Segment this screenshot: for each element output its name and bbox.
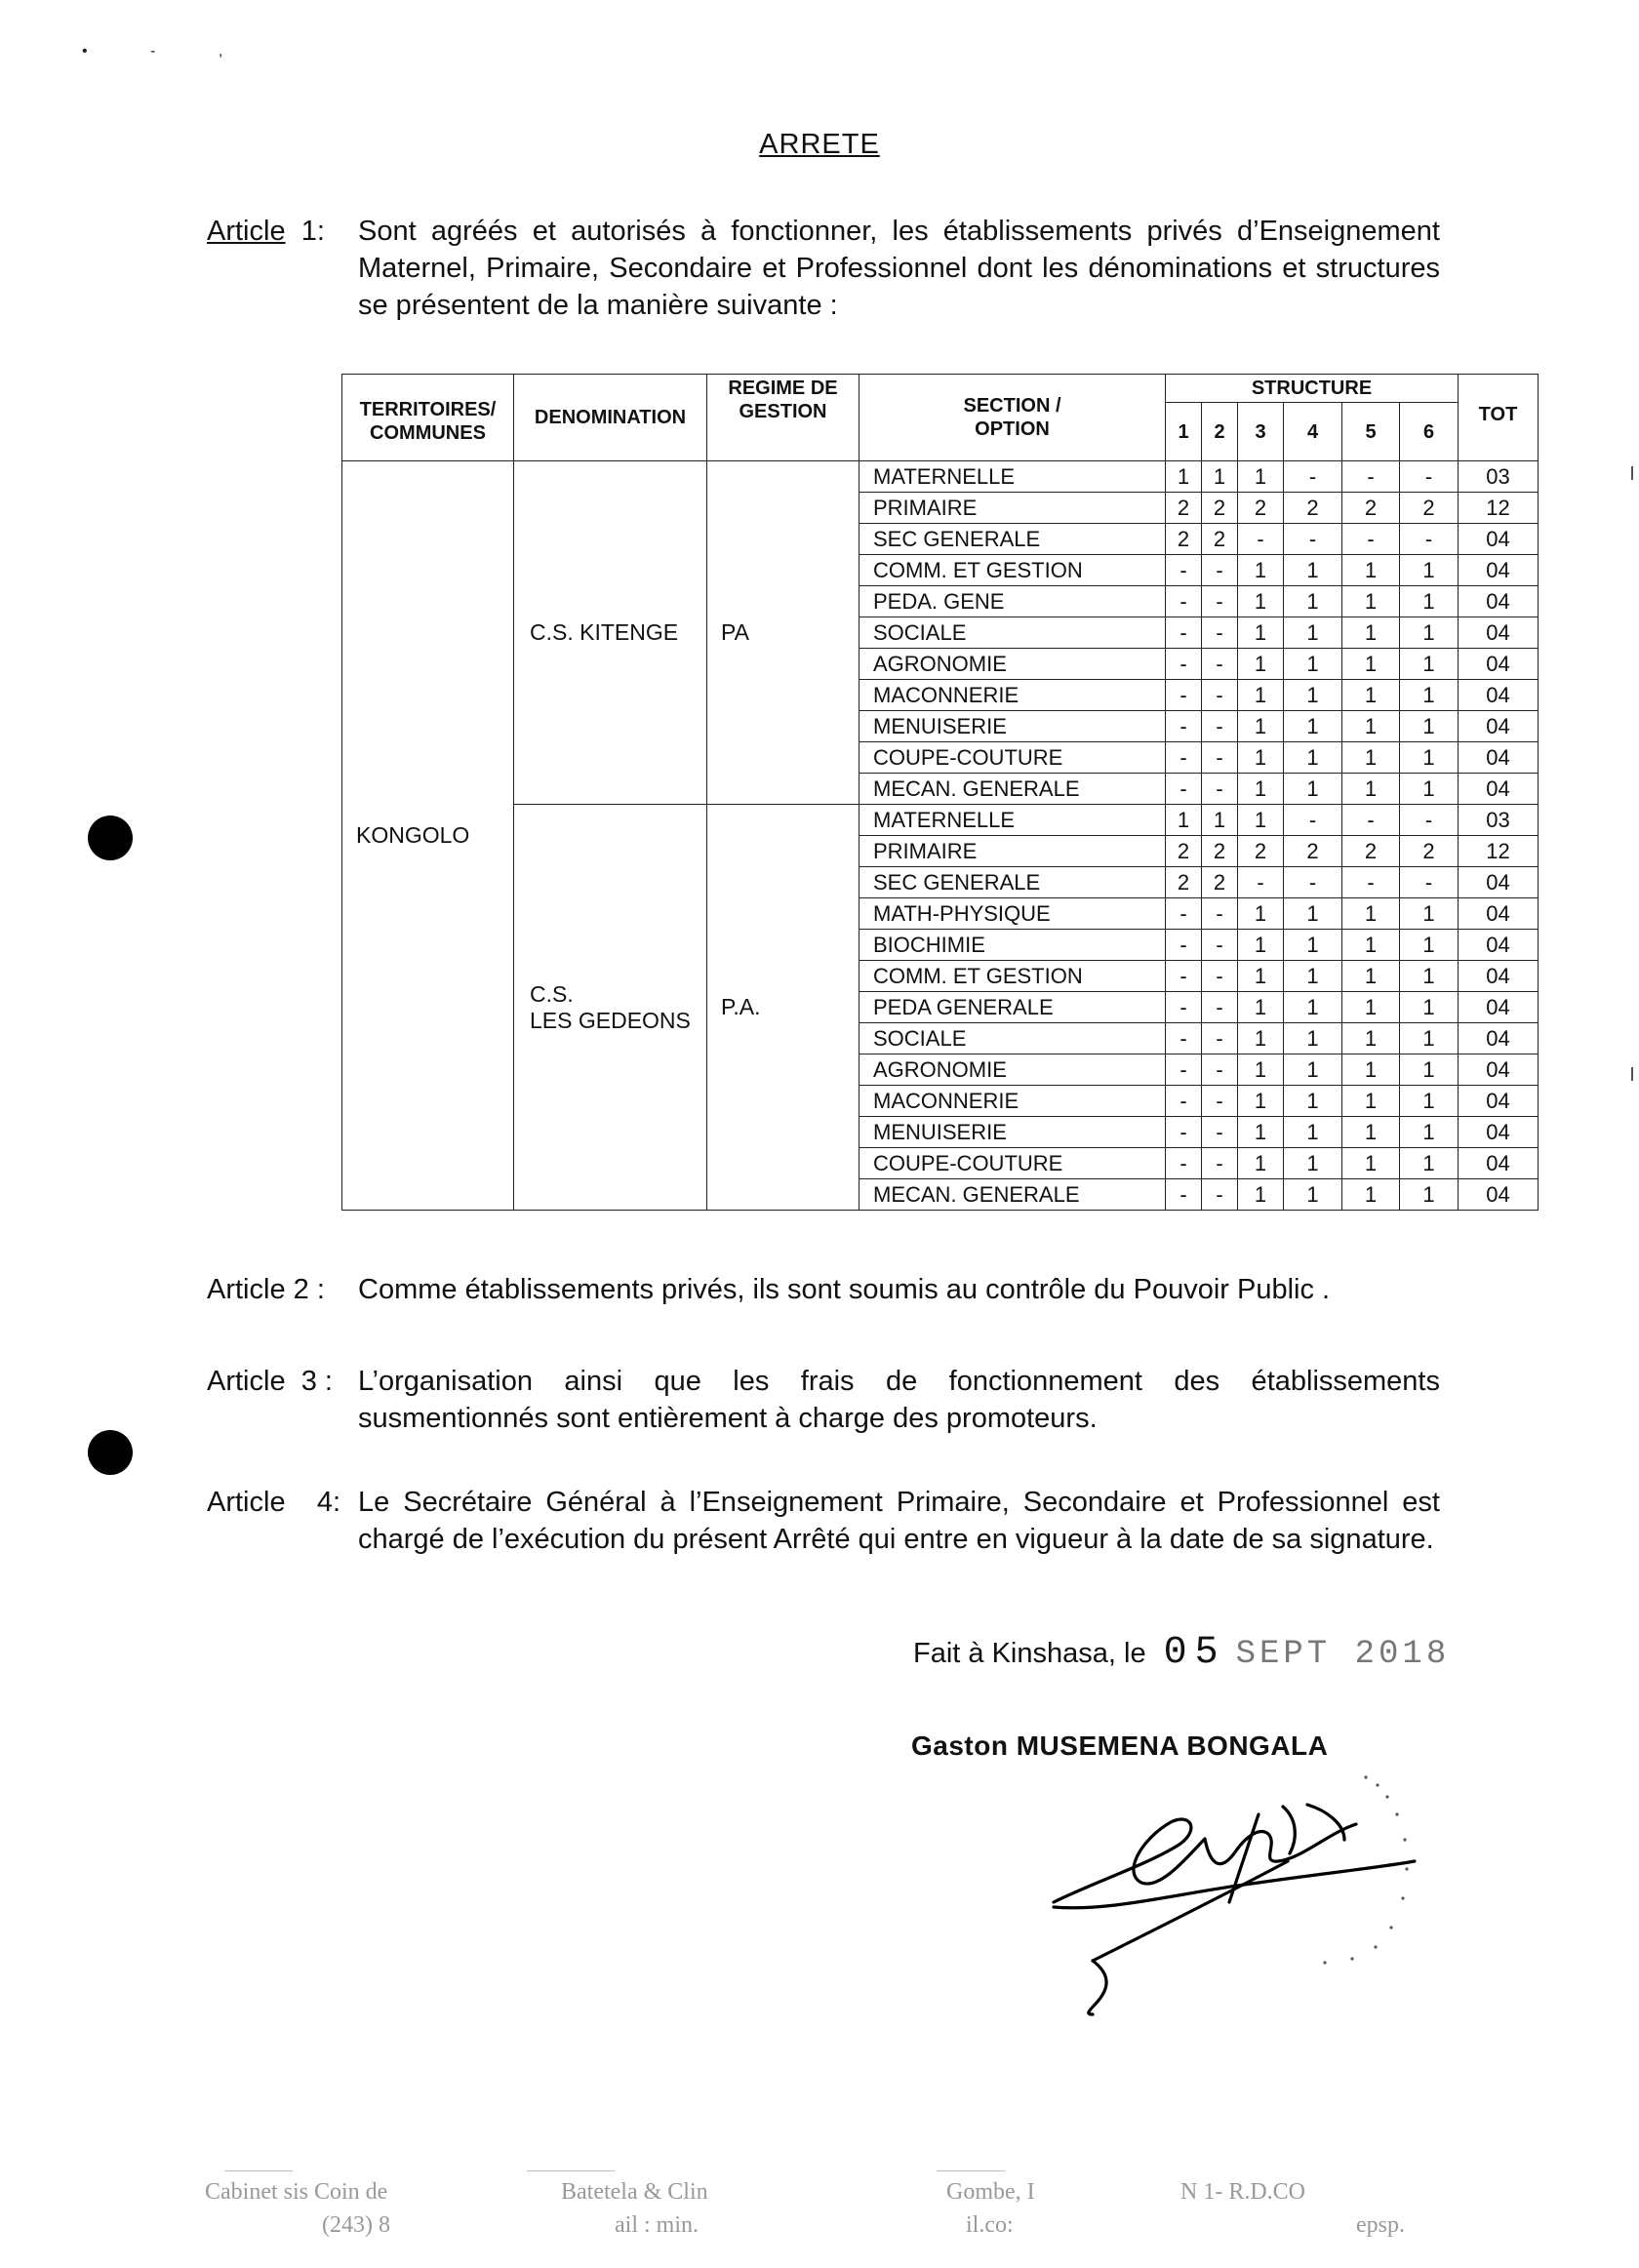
header-territoires: TERRITOIRES/ COMMUNES — [342, 375, 514, 461]
year-5-cell: 1 — [1342, 930, 1400, 961]
year-5-cell: 1 — [1342, 961, 1400, 992]
year-2-cell: 2 — [1202, 836, 1238, 867]
article-3 — [207, 1363, 1440, 1437]
article-2-text: Comme établissements privés, ils sont soumis au contrôle du Pouvoir Public . — [358, 1274, 1331, 1305]
year-1-cell: - — [1166, 555, 1202, 586]
handwritten-signature — [1034, 1746, 1454, 2019]
header-year-2: 2 — [1202, 403, 1238, 461]
year-6-cell: 1 — [1400, 1086, 1459, 1117]
year-5-cell: 1 — [1342, 774, 1400, 805]
year-1-cell: - — [1166, 774, 1202, 805]
total-cell: 12 — [1459, 836, 1539, 867]
year-2-cell: - — [1202, 1023, 1238, 1054]
total-cell: 04 — [1459, 1148, 1539, 1179]
year-4-cell: - — [1284, 867, 1342, 898]
header-structure: STRUCTURE — [1166, 375, 1459, 403]
year-6-cell: 1 — [1400, 586, 1459, 617]
year-5-cell: 1 — [1342, 1054, 1400, 1086]
article-2-label: Article 2 : — [207, 1274, 325, 1305]
year-5-cell: 1 — [1342, 555, 1400, 586]
total-cell: 04 — [1459, 524, 1539, 555]
footer-rule — [527, 2170, 615, 2171]
footer-rule — [937, 2170, 1005, 2171]
year-1-cell: - — [1166, 1148, 1202, 1179]
year-1-cell: - — [1166, 1086, 1202, 1117]
article-1-label: Article 1: — [207, 216, 325, 247]
section-cell: MECAN. GENERALE — [859, 774, 1166, 805]
year-3-cell: 1 — [1238, 555, 1284, 586]
year-4-cell: 1 — [1284, 1023, 1342, 1054]
section-cell: SOCIALE — [859, 1023, 1166, 1054]
year-3-cell: 1 — [1238, 680, 1284, 711]
year-6-cell: 1 — [1400, 898, 1459, 930]
year-4-cell: - — [1284, 524, 1342, 555]
total-cell: 04 — [1459, 711, 1539, 742]
section-cell: SEC GENERALE — [859, 524, 1166, 555]
section-cell: MACONNERIE — [859, 1086, 1166, 1117]
header-year-6: 6 — [1400, 403, 1459, 461]
year-5-cell: 1 — [1342, 649, 1400, 680]
year-1-cell: - — [1166, 586, 1202, 617]
year-1-cell: - — [1166, 1054, 1202, 1086]
year-2-cell: 1 — [1202, 461, 1238, 493]
year-6-cell: 1 — [1400, 1023, 1459, 1054]
year-3-cell: 1 — [1238, 617, 1284, 649]
year-2-cell: 2 — [1202, 867, 1238, 898]
year-6-cell: 1 — [1400, 992, 1459, 1023]
year-5-cell: 1 — [1342, 992, 1400, 1023]
header-year-3: 3 — [1238, 403, 1284, 461]
section-cell: MATERNELLE — [859, 805, 1166, 836]
year-3-cell: 1 — [1238, 992, 1284, 1023]
year-6-cell: 2 — [1400, 836, 1459, 867]
total-cell: 04 — [1459, 742, 1539, 774]
year-6-cell: 2 — [1400, 493, 1459, 524]
year-6-cell: 1 — [1400, 1148, 1459, 1179]
year-3-cell: 2 — [1238, 836, 1284, 867]
year-2-cell: - — [1202, 1117, 1238, 1148]
year-2-cell: - — [1202, 774, 1238, 805]
date-stamp-day: 05 — [1163, 1631, 1226, 1675]
year-3-cell: 1 — [1238, 1148, 1284, 1179]
year-3-cell: 2 — [1238, 493, 1284, 524]
header-denomination: DENOMINATION — [514, 375, 707, 461]
total-cell: 04 — [1459, 680, 1539, 711]
signatory-name: Gaston MUSEMENA BONGALA — [911, 1731, 1329, 1761]
total-cell: 04 — [1459, 586, 1539, 617]
year-3-cell: 1 — [1238, 1023, 1284, 1054]
total-cell: 04 — [1459, 961, 1539, 992]
year-3-cell: 1 — [1238, 805, 1284, 836]
punch-hole-top — [88, 816, 133, 860]
total-cell: 03 — [1459, 461, 1539, 493]
total-cell: 04 — [1459, 867, 1539, 898]
article-3-label: Article 3 : — [207, 1366, 333, 1397]
year-4-cell: 1 — [1284, 774, 1342, 805]
year-3-cell: 1 — [1238, 1179, 1284, 1211]
year-5-cell: 2 — [1342, 493, 1400, 524]
year-4-cell: 1 — [1284, 1179, 1342, 1211]
section-cell: COUPE-COUTURE — [859, 742, 1166, 774]
year-2-cell: - — [1202, 1054, 1238, 1086]
year-5-cell: 1 — [1342, 898, 1400, 930]
year-6-cell: - — [1400, 805, 1459, 836]
year-1-cell: - — [1166, 1179, 1202, 1211]
total-cell: 04 — [1459, 930, 1539, 961]
year-5-cell: 1 — [1342, 742, 1400, 774]
year-6-cell: 1 — [1400, 555, 1459, 586]
year-1-cell: - — [1166, 992, 1202, 1023]
year-5-cell: 2 — [1342, 836, 1400, 867]
year-1-cell: 2 — [1166, 867, 1202, 898]
corner-mark: • - , — [82, 43, 253, 60]
year-6-cell: - — [1400, 524, 1459, 555]
total-cell: 04 — [1459, 555, 1539, 586]
total-cell: 12 — [1459, 493, 1539, 524]
year-4-cell: 1 — [1284, 649, 1342, 680]
total-cell: 04 — [1459, 1054, 1539, 1086]
year-3-cell: 1 — [1238, 1117, 1284, 1148]
year-6-cell: 1 — [1400, 930, 1459, 961]
header-section: SECTION / OPTION — [859, 375, 1166, 461]
total-cell: 03 — [1459, 805, 1539, 836]
year-4-cell: 1 — [1284, 711, 1342, 742]
year-1-cell: - — [1166, 1117, 1202, 1148]
place-date-text: Fait à Kinshasa, le — [913, 1638, 1146, 1669]
section-cell: MACONNERIE — [859, 680, 1166, 711]
section-cell: PRIMAIRE — [859, 493, 1166, 524]
year-1-cell: 1 — [1166, 461, 1202, 493]
year-4-cell: 1 — [1284, 898, 1342, 930]
year-1-cell: - — [1166, 898, 1202, 930]
year-1-cell: - — [1166, 1023, 1202, 1054]
section-cell: COMM. ET GESTION — [859, 555, 1166, 586]
year-1-cell: 2 — [1166, 493, 1202, 524]
year-4-cell: - — [1284, 461, 1342, 493]
year-2-cell: - — [1202, 711, 1238, 742]
year-5-cell: 1 — [1342, 617, 1400, 649]
regime-cell: P.A. — [707, 805, 859, 1211]
year-6-cell: 1 — [1400, 774, 1459, 805]
footer-text: il.co: — [966, 2212, 1014, 2238]
year-2-cell: - — [1202, 617, 1238, 649]
year-3-cell: 1 — [1238, 930, 1284, 961]
year-4-cell: - — [1284, 805, 1342, 836]
year-2-cell: - — [1202, 992, 1238, 1023]
year-5-cell: 1 — [1342, 1023, 1400, 1054]
year-2-cell: - — [1202, 649, 1238, 680]
section-cell: SEC GENERALE — [859, 867, 1166, 898]
total-cell: 04 — [1459, 898, 1539, 930]
header-regime: REGIME DE GESTION — [707, 375, 859, 461]
year-4-cell: 2 — [1284, 493, 1342, 524]
year-4-cell: 1 — [1284, 680, 1342, 711]
place-date — [913, 1631, 1450, 1675]
section-cell: PEDA. GENE — [859, 586, 1166, 617]
article-3-text: L’organisation ainsi que les frais de fonctionnement des établissements susmentionnés sont entièrement à charge des promoteurs. — [358, 1366, 1440, 1434]
year-2-cell: - — [1202, 1179, 1238, 1211]
year-1-cell: 2 — [1166, 524, 1202, 555]
year-1-cell: 1 — [1166, 805, 1202, 836]
edge-mark — [1631, 466, 1633, 480]
year-5-cell: - — [1342, 524, 1400, 555]
year-5-cell: 1 — [1342, 711, 1400, 742]
year-6-cell: 1 — [1400, 649, 1459, 680]
total-cell: 04 — [1459, 992, 1539, 1023]
header-year-4: 4 — [1284, 403, 1342, 461]
year-1-cell: 2 — [1166, 836, 1202, 867]
regime-cell: PA — [707, 461, 859, 805]
year-6-cell: 1 — [1400, 1054, 1459, 1086]
year-3-cell: - — [1238, 867, 1284, 898]
year-1-cell: - — [1166, 649, 1202, 680]
footer-text: N 1- R.D.CO — [1180, 2179, 1306, 2205]
year-2-cell: - — [1202, 555, 1238, 586]
section-cell: PEDA GENERALE — [859, 992, 1166, 1023]
total-cell: 04 — [1459, 1023, 1539, 1054]
year-4-cell: 1 — [1284, 1117, 1342, 1148]
year-2-cell: - — [1202, 961, 1238, 992]
footer-text: Batetela & Clin — [561, 2179, 708, 2205]
denomination-cell: C.S. KITENGE — [514, 461, 707, 805]
section-cell: SOCIALE — [859, 617, 1166, 649]
year-2-cell: 2 — [1202, 493, 1238, 524]
year-5-cell: 1 — [1342, 1179, 1400, 1211]
year-2-cell: - — [1202, 1086, 1238, 1117]
year-5-cell: 1 — [1342, 1086, 1400, 1117]
year-1-cell: - — [1166, 930, 1202, 961]
section-cell: AGRONOMIE — [859, 1054, 1166, 1086]
table-row — [342, 461, 1539, 493]
year-4-cell: 1 — [1284, 555, 1342, 586]
year-2-cell: 1 — [1202, 805, 1238, 836]
section-cell: AGRONOMIE — [859, 649, 1166, 680]
total-cell: 04 — [1459, 774, 1539, 805]
date-stamp-rest: SEPT 2018 — [1235, 1636, 1451, 1673]
year-2-cell: 2 — [1202, 524, 1238, 555]
header-year-5: 5 — [1342, 403, 1400, 461]
footer-text: Cabinet sis Coin de — [205, 2179, 388, 2205]
year-5-cell: 1 — [1342, 1148, 1400, 1179]
total-cell: 04 — [1459, 1117, 1539, 1148]
total-cell: 04 — [1459, 649, 1539, 680]
section-cell: MENUISERIE — [859, 1117, 1166, 1148]
total-cell: 04 — [1459, 1086, 1539, 1117]
article-4 — [207, 1484, 1440, 1558]
year-1-cell: - — [1166, 742, 1202, 774]
year-4-cell: 1 — [1284, 992, 1342, 1023]
year-4-cell: 1 — [1284, 930, 1342, 961]
year-6-cell: 1 — [1400, 680, 1459, 711]
year-4-cell: 1 — [1284, 617, 1342, 649]
article-4-label: Article 4: — [207, 1487, 341, 1518]
year-3-cell: 1 — [1238, 961, 1284, 992]
year-5-cell: - — [1342, 461, 1400, 493]
section-cell: MATH-PHYSIQUE — [859, 898, 1166, 930]
year-3-cell: - — [1238, 524, 1284, 555]
year-4-cell: 1 — [1284, 961, 1342, 992]
year-2-cell: - — [1202, 680, 1238, 711]
total-cell: 04 — [1459, 617, 1539, 649]
year-5-cell: 1 — [1342, 1117, 1400, 1148]
section-cell: BIOCHIMIE — [859, 930, 1166, 961]
header-tot: TOT — [1459, 403, 1539, 461]
territoire-cell: KONGOLO — [342, 461, 514, 1211]
year-5-cell: 1 — [1342, 680, 1400, 711]
year-3-cell: 1 — [1238, 1054, 1284, 1086]
year-5-cell: - — [1342, 805, 1400, 836]
footer-text: epsp. — [1356, 2212, 1405, 2238]
section-cell: COMM. ET GESTION — [859, 961, 1166, 992]
article-1-text: Sont agréés et autorisés à fonctionner, les établissements privés d’Enseignement Maternel, Primaire, Secondaire et Professionnel dont les dénominations et structures se présentent de la manière suivante : — [358, 216, 1440, 321]
year-4-cell: 1 — [1284, 1054, 1342, 1086]
header-tot-top — [1459, 375, 1539, 403]
year-6-cell: - — [1400, 461, 1459, 493]
year-6-cell: 1 — [1400, 711, 1459, 742]
section-cell: MENUISERIE — [859, 711, 1166, 742]
year-3-cell: 1 — [1238, 774, 1284, 805]
year-6-cell: 1 — [1400, 1179, 1459, 1211]
year-1-cell: - — [1166, 711, 1202, 742]
year-3-cell: 1 — [1238, 898, 1284, 930]
year-2-cell: - — [1202, 1148, 1238, 1179]
year-3-cell: 1 — [1238, 649, 1284, 680]
year-2-cell: - — [1202, 898, 1238, 930]
year-1-cell: - — [1166, 680, 1202, 711]
document-title: ARRETE — [759, 129, 880, 160]
punch-hole-bottom — [88, 1430, 133, 1475]
year-1-cell: - — [1166, 961, 1202, 992]
year-2-cell: - — [1202, 586, 1238, 617]
year-4-cell: 1 — [1284, 742, 1342, 774]
edge-mark — [1631, 1067, 1633, 1081]
footer-text: Gombe, I — [946, 2179, 1035, 2205]
article-4-text: Le Secrétaire Général à l’Enseignement Primaire, Secondaire et Professionnel est chargé de l’exécution du présent Arrêté qui entre en vigueur à la date de sa signature. — [358, 1487, 1440, 1555]
header-year-1: 1 — [1166, 403, 1202, 461]
article-1 — [207, 213, 1440, 324]
year-5-cell: 1 — [1342, 586, 1400, 617]
section-cell: PRIMAIRE — [859, 836, 1166, 867]
year-3-cell: 1 — [1238, 742, 1284, 774]
year-3-cell: 1 — [1238, 1086, 1284, 1117]
table-row — [342, 805, 1539, 836]
year-4-cell: 1 — [1284, 1086, 1342, 1117]
section-cell: MECAN. GENERALE — [859, 1179, 1166, 1211]
year-2-cell: - — [1202, 930, 1238, 961]
year-4-cell: 1 — [1284, 1148, 1342, 1179]
section-cell: MATERNELLE — [859, 461, 1166, 493]
footer-text: (243) 8 — [322, 2212, 390, 2238]
year-5-cell: - — [1342, 867, 1400, 898]
year-2-cell: - — [1202, 742, 1238, 774]
year-6-cell: 1 — [1400, 1117, 1459, 1148]
year-6-cell: 1 — [1400, 742, 1459, 774]
structure-table — [341, 374, 1539, 1211]
year-6-cell: - — [1400, 867, 1459, 898]
article-2 — [207, 1271, 1440, 1308]
total-cell: 04 — [1459, 1179, 1539, 1211]
footer-rule — [224, 2170, 293, 2171]
year-6-cell: 1 — [1400, 617, 1459, 649]
year-3-cell: 1 — [1238, 586, 1284, 617]
section-cell: COUPE-COUTURE — [859, 1148, 1166, 1179]
year-3-cell: 1 — [1238, 711, 1284, 742]
year-4-cell: 1 — [1284, 586, 1342, 617]
year-4-cell: 2 — [1284, 836, 1342, 867]
year-3-cell: 1 — [1238, 461, 1284, 493]
footer-text: ail : min. — [615, 2212, 699, 2238]
year-1-cell: - — [1166, 617, 1202, 649]
denomination-cell: C.S. LES GEDEONS — [514, 805, 707, 1211]
year-6-cell: 1 — [1400, 961, 1459, 992]
